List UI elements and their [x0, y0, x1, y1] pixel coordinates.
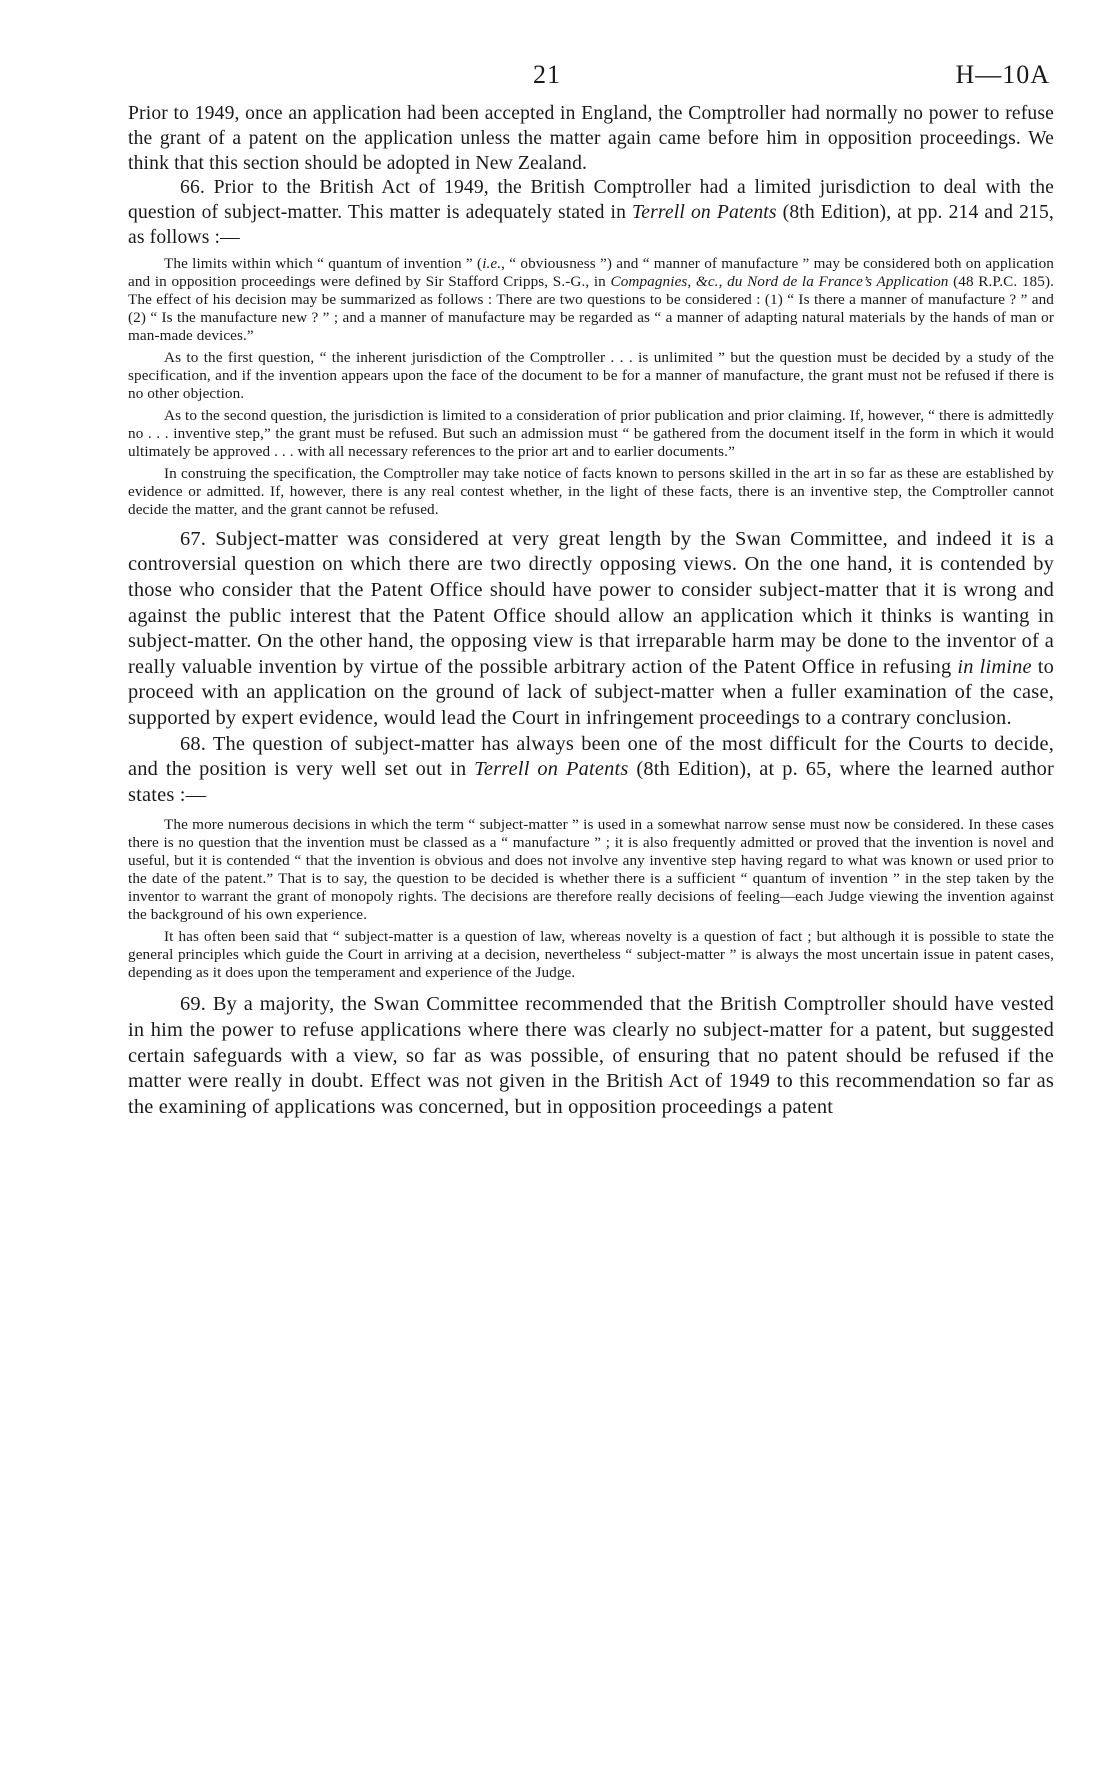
paragraph-68-citation: Terrell on Patents — [474, 758, 629, 781]
paragraph-continued: Prior to 1949, once an application had been accepted in England, the Comptroller had normally no power to refuse the grant of a patent on the application unless the matter again came before him in opposition proceedings. We think that this section should be adopted in New Zealand. — [128, 103, 1054, 174]
paragraph-68 — [128, 732, 1054, 809]
document-reference: H—10A — [955, 60, 1050, 89]
quote-block-1 — [128, 255, 1054, 345]
quote-1-italic-ie: i.e. — [482, 254, 502, 272]
page-header — [128, 60, 1054, 96]
quote-block-4: In construing the specification, the Comptroller may take notice of facts known to persons skilled in the art in so far as these are established by evidence or admitted. If, however, there is any real contest whether, in the light of these facts, there is an inventive step, the Comptroller cannot decide the matter, and the grant cannot be refused. — [128, 464, 1054, 518]
quote-1-text-c: (48 R.P.C. 185). The effect of his decision may be summarized as follows : There are two questions to be considered : (1) “ Is there a manner of manufacture ? ” and (2) “ Is the manufacture new ? ” ; and a manner of manufacture may be regarded as “ a manner of adapting natural materials by the hands of man or man-made devices.” — [128, 272, 1055, 344]
paragraph-66-text-b: (8th Edition), at pp. 214 and 215, as follows :— — [128, 202, 1054, 248]
paragraph-66-citation: Terrell on Patents — [632, 202, 777, 224]
paragraph-68-text-b: (8th Edition), at p. 65, where the learned author states :— — [128, 758, 1054, 806]
quote-block-3: As to the second question, the jurisdiction is limited to a consideration of prior publication and prior claiming. If, however, “ there is admittedly no . . . inventive step,” the grant must be refused. But such an admission must “ be gathered from the document itself in the form in which it would ultimately be approved . . . with all necessary references to the prior art and to earlier documents.” — [128, 406, 1054, 460]
body-text — [128, 102, 1054, 1120]
paragraph-67-latin: in limine — [957, 655, 1032, 678]
paragraph-66-text-a: 66. Prior to the British Act of 1949, the British Comptroller had a limited jurisdiction to deal with the question of subject-matter. This matter is adequately stated in — [128, 177, 1054, 224]
paragraph-66 — [128, 176, 1054, 250]
quote-1-text-a: The limits within which “ quantum of invention ” ( — [164, 254, 483, 272]
paragraph-68-text-a: 68. The question of subject-matter has always been one of the most difficult for the Courts to decide, and the position is very well set out in — [128, 732, 1054, 781]
page-number: 21 — [533, 60, 561, 89]
paragraph-67-text-b: to proceed with an application on the ground of lack of subject-matter when a fuller examination of the case, supported by expert evidence, would lead the Court in infringement proceedings to a contrary conclusion. — [128, 655, 1055, 729]
paragraph-67 — [128, 527, 1054, 732]
quote-1-case-citation: Compagnies, &c., du Nord de la France’s Application — [610, 272, 949, 290]
quote-block-5: The more numerous decisions in which the term “ subject-matter ” is used in a somewhat narrow sense must now be considered. In these cases there is no question that the invention must be classed as a “ manufacture ” ; it is also frequently admitted or proved that the invention is novel and useful, but it is contended “ that the invention is obvious and does not involve any inventive step having regard to what was known or used prior to the date of the patent.” That is to say, the question to be decided is whether there is a sufficient “ quantum of invention ” in the step taken by the inventor to warrant the grant of monopoly rights. The decisions are therefore really decisions of feeling—each Judge viewing the invention against the background of his own experience. — [128, 816, 1054, 924]
quote-block-6: It has often been said that “ subject-matter is a question of law, whereas novelty is a question of fact ; but although it is possible to state the general principles which guide the Court in arriving at a decision, nevertheless “ subject-matter ” is always the most uncertain issue in patent cases, depending as it does upon the temperament and experience of the Judge. — [128, 928, 1054, 982]
quote-1-text-b: , “ obviousness ”) and “ manner of manufacture ” may be considered both on application and in opposition proceedings were defined by Sir Stafford Cripps, S.-G., in — [128, 254, 1054, 290]
paragraph-69: 69. By a majority, the Swan Committee recommended that the British Comptroller should have vested in him the power to refuse applications where there was clearly no subject-matter for a patent, but suggested certain safeguards with a view, so far as was possible, of ensuring that no patent should be refused if the matter were really in doubt. Effect was not given in the British Act of 1949 to this recommendation so far as the examining of applications was concerned, but in opposition proceedings a patent — [128, 993, 1054, 1118]
paragraph-67-text-a: 67. Subject-matter was considered at very great length by the Swan Committee, and indeed it is a controversial question on which there are two directly opposing views. On the one hand, it is contended by those who consider that the Patent Office should have power to consider subject-matter that it is wrong and against the public interest that the Patent Office should allow an application which it thinks is wanting in subject-matter. On the other hand, the opposing view is that irreparable harm may be done to the inventor of a really valuable invention by virtue of the possible arbitrary action of the Patent Office in refusing — [128, 527, 1054, 678]
quote-block-2: As to the first question, “ the inherent jurisdiction of the Comptroller . . . is unlimited ” but the question must be decided by a study of the specification, and if the invention appears upon the face of the document to be for a manner of manufacture, the grant must not be refused if there is no other objection. — [128, 348, 1054, 402]
